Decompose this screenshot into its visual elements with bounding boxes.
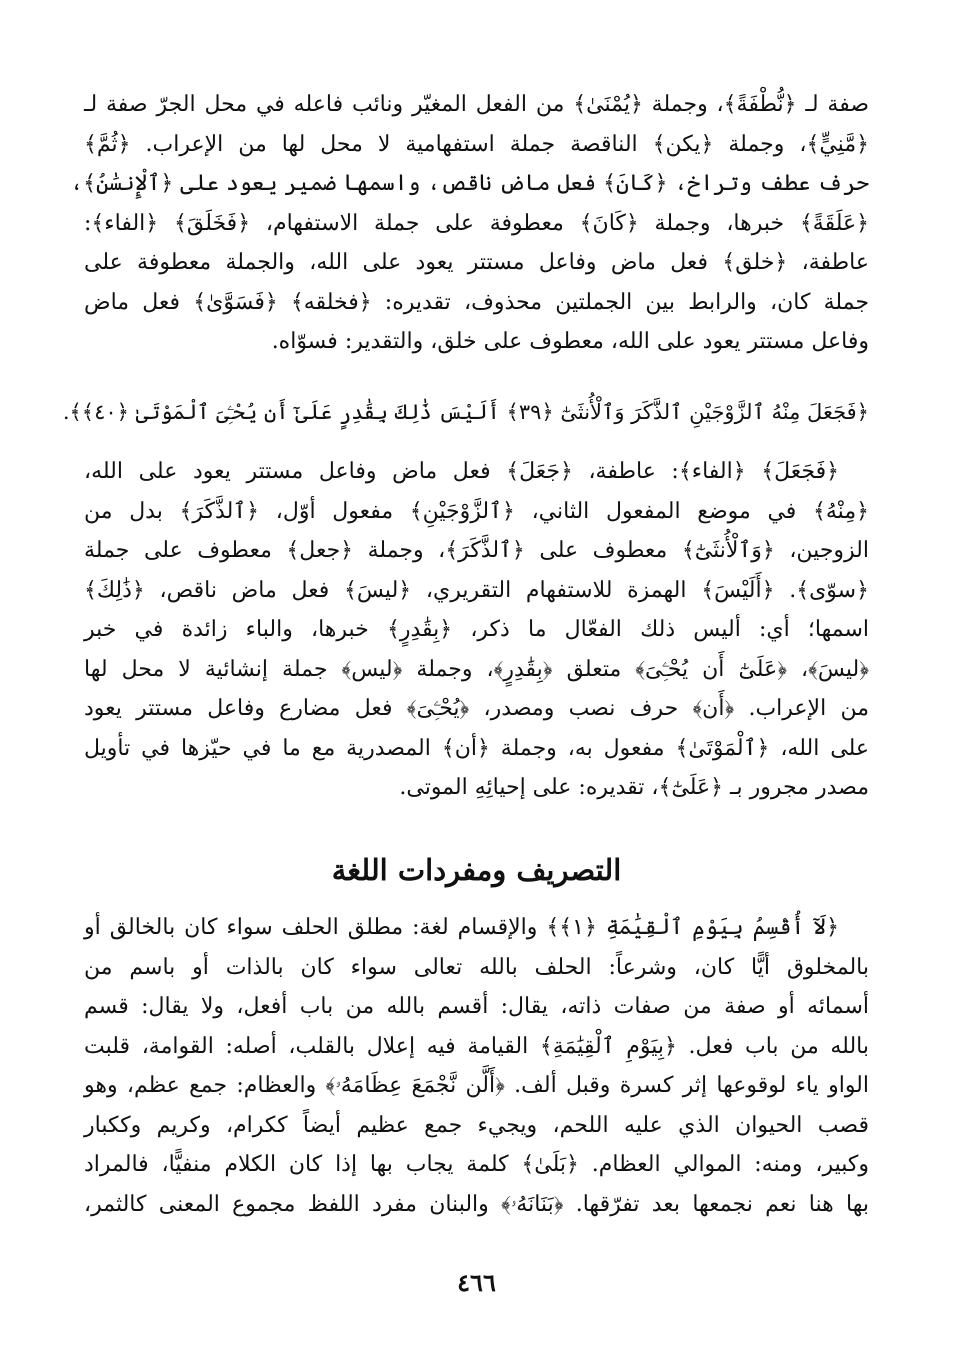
text-line: وفاعل مستتر يعود على الله، معطوف على خلق، والتقدير: فسوّاه. — [271, 329, 869, 354]
text-line: ﴿سوّى﴾. ﴿أَلَيْسَ﴾ الهمزة للاستفهام التقريري، ﴿ليسَ﴾ فعل ماض ناقص، ﴿ذَٰلِكَ﴾ — [84, 577, 869, 603]
text-line: جملة كان، والرابط بين الجملتين محذوف، تقديره: ﴿فخلقه﴾ ﴿فَسَوَّىٰ﴾ فعل ماض — [84, 289, 869, 315]
text-line: من الإعراب. ﴿أَن﴾ حرف نصب ومصدر، ﴿يُحْـِۧىَ﴾ فعل مضارع وفاعل مستتر يعود — [84, 696, 869, 721]
page-number: ٤٦٦ — [457, 1268, 496, 1297]
paragraph-morphology-vocabulary — [84, 908, 869, 1224]
text-line: ﴿لَآ أُقْسِمُ بِيَوْمِ ٱلْقِيَٰمَةِ ﴿١﴾﴾ والإقسام لغة: مطلق الحلف سواء كان بالخالق أو — [84, 915, 839, 940]
text-line: بالمخلوق أيًّا كان، وشرعاً: الحلف بالله تعالى سواء كان بالذات أو باسم من — [84, 954, 869, 980]
section-heading: التصريف ومفردات اللغة — [331, 853, 622, 887]
text-line: ﴿عَلَقَةً﴾ خبرها، وجملة ﴿كَانَ﴾ معطوفة على جملة الاستفهام، ﴿فَخَلَقَ﴾ ﴿الفاء﴾: — [84, 210, 869, 236]
text-line: بها هنا نعم نجمعها بعد تفرّقها. ﴿بَنَانَهُۥ﴾ والبنان مفرد اللفظ مجموع المعنى كالثمر، — [84, 1191, 869, 1217]
text-line: ﴿ليسَ﴾، ﴿عَلَىٰٓ أَن يُحْـِۧىَ﴾ متعلق ﴿بِقَٰدِرٍ﴾، وجملة ﴿ليس﴾ جملة إنشائية لا محل لها — [84, 656, 869, 682]
text-line: الزوجين، ﴿وَٱلْأُنثَىٰٓ﴾ معطوف على ﴿ٱلذَّكَرَ﴾، وجملة ﴿جعل﴾ معطوف على جملة — [84, 538, 869, 563]
text-line: أسمائه أو صفة من صفات ذاته، يقال: أقسم بالله من باب أفعل، ولا يقال: قسم — [84, 994, 869, 1019]
text-line: حرف عطف وتراخ، ﴿كَانَ﴾ فعل ماض ناقص، واسمها ضمير يعود على ﴿ٱلْإِنسَٰنُ﴾، — [70, 171, 869, 196]
text-line: اسمها؛ أي: أليس ذلك الفعّال ما ذكر، ﴿بِقَٰدِرٍ﴾ خبرها، والباء زائدة في خبر — [84, 617, 869, 642]
text-line: الواو ياء لوقوعها إثر كسرة وقبل ألف. ﴿أَلَّن نَّجْمَعَ عِظَامَهُۥ﴾ والعظام: جمع عظم، وهو — [84, 1073, 869, 1098]
text-line: عاطفة، ﴿خلق﴾ فعل ماض وفاعل مستتر يعود على الله، والجملة معطوفة على — [84, 250, 869, 275]
text-line: ﴿مِنْهُ﴾ في موضع المفعول الثاني، ﴿ٱلزَّوْجَيْنِ﴾ مفعول أوّل، ﴿ٱلذَّكَرَ﴾ بدل من — [84, 498, 869, 524]
text-line: قصب الحيوان الذي عليه اللحم، ويجيء جمع عظيم أيضاً ككرام، وكريم وككبار — [84, 1112, 869, 1138]
text-line: مصدر مجرور بـ ﴿عَلَىٰٓ﴾، تقديره: على إحيائِهِ الموتى. — [399, 775, 869, 800]
text-line: على الله، ﴿ٱلْمَوْتَىٰ﴾ مفعول به، وجملة ﴿أن﴾ المصدرية مع ما في حيّزها في تأويل — [84, 735, 869, 761]
paragraph-grammar-analysis-1 — [70, 85, 869, 362]
text-line: صفة لـ ﴿نُّطْفَةً﴾، وجملة ﴿يُمْنَىٰ﴾ من الفعل المغيّر ونائب فاعله في محل الجرّ صفة لـ — [84, 92, 869, 117]
paragraph-grammar-analysis-2 — [84, 452, 869, 808]
text-line: ﴿فَجَعَلَ﴾ ﴿الفاء﴾: عاطفة، ﴿جَعَلَ﴾ فعل ماض وفاعل مستتر يعود على الله، — [84, 459, 839, 484]
quran-verse: ﴿فَجَعَلَ مِنْهُ ٱلزَّوْجَيْنِ ٱلذَّكَرَ وَٱلْأُنثَىٰٓ ﴿٣٩﴾ أَلَيْسَ ذَٰلِكَ بِقَٰدِرٍ عَلَىٰٓ أَن يُحْـِۧىَ ٱلْمَوْتَىٰ ﴿٤٠﴾﴾. — [62, 400, 869, 424]
text-line: بالله من باب فعل. ﴿بِيَوْمِ ٱلْقِيَٰمَةِ﴾ القيامة فيه إعلال بالقلب، أصله: القوامة، قلبت — [84, 1033, 869, 1059]
text-line: ﴿مَّنِيٍّ﴾، وجملة ﴿يكن﴾ الناقصة جملة استفهامية لا محل لها من الإعراب. ﴿ثُمَّ﴾ — [84, 131, 869, 157]
text-line: وكبير، ومنه: الموالي العظام. ﴿بَلَىٰ﴾ كلمة يجاب بها إذا كان الكلام منفيًّا، فالمراد — [84, 1152, 869, 1177]
